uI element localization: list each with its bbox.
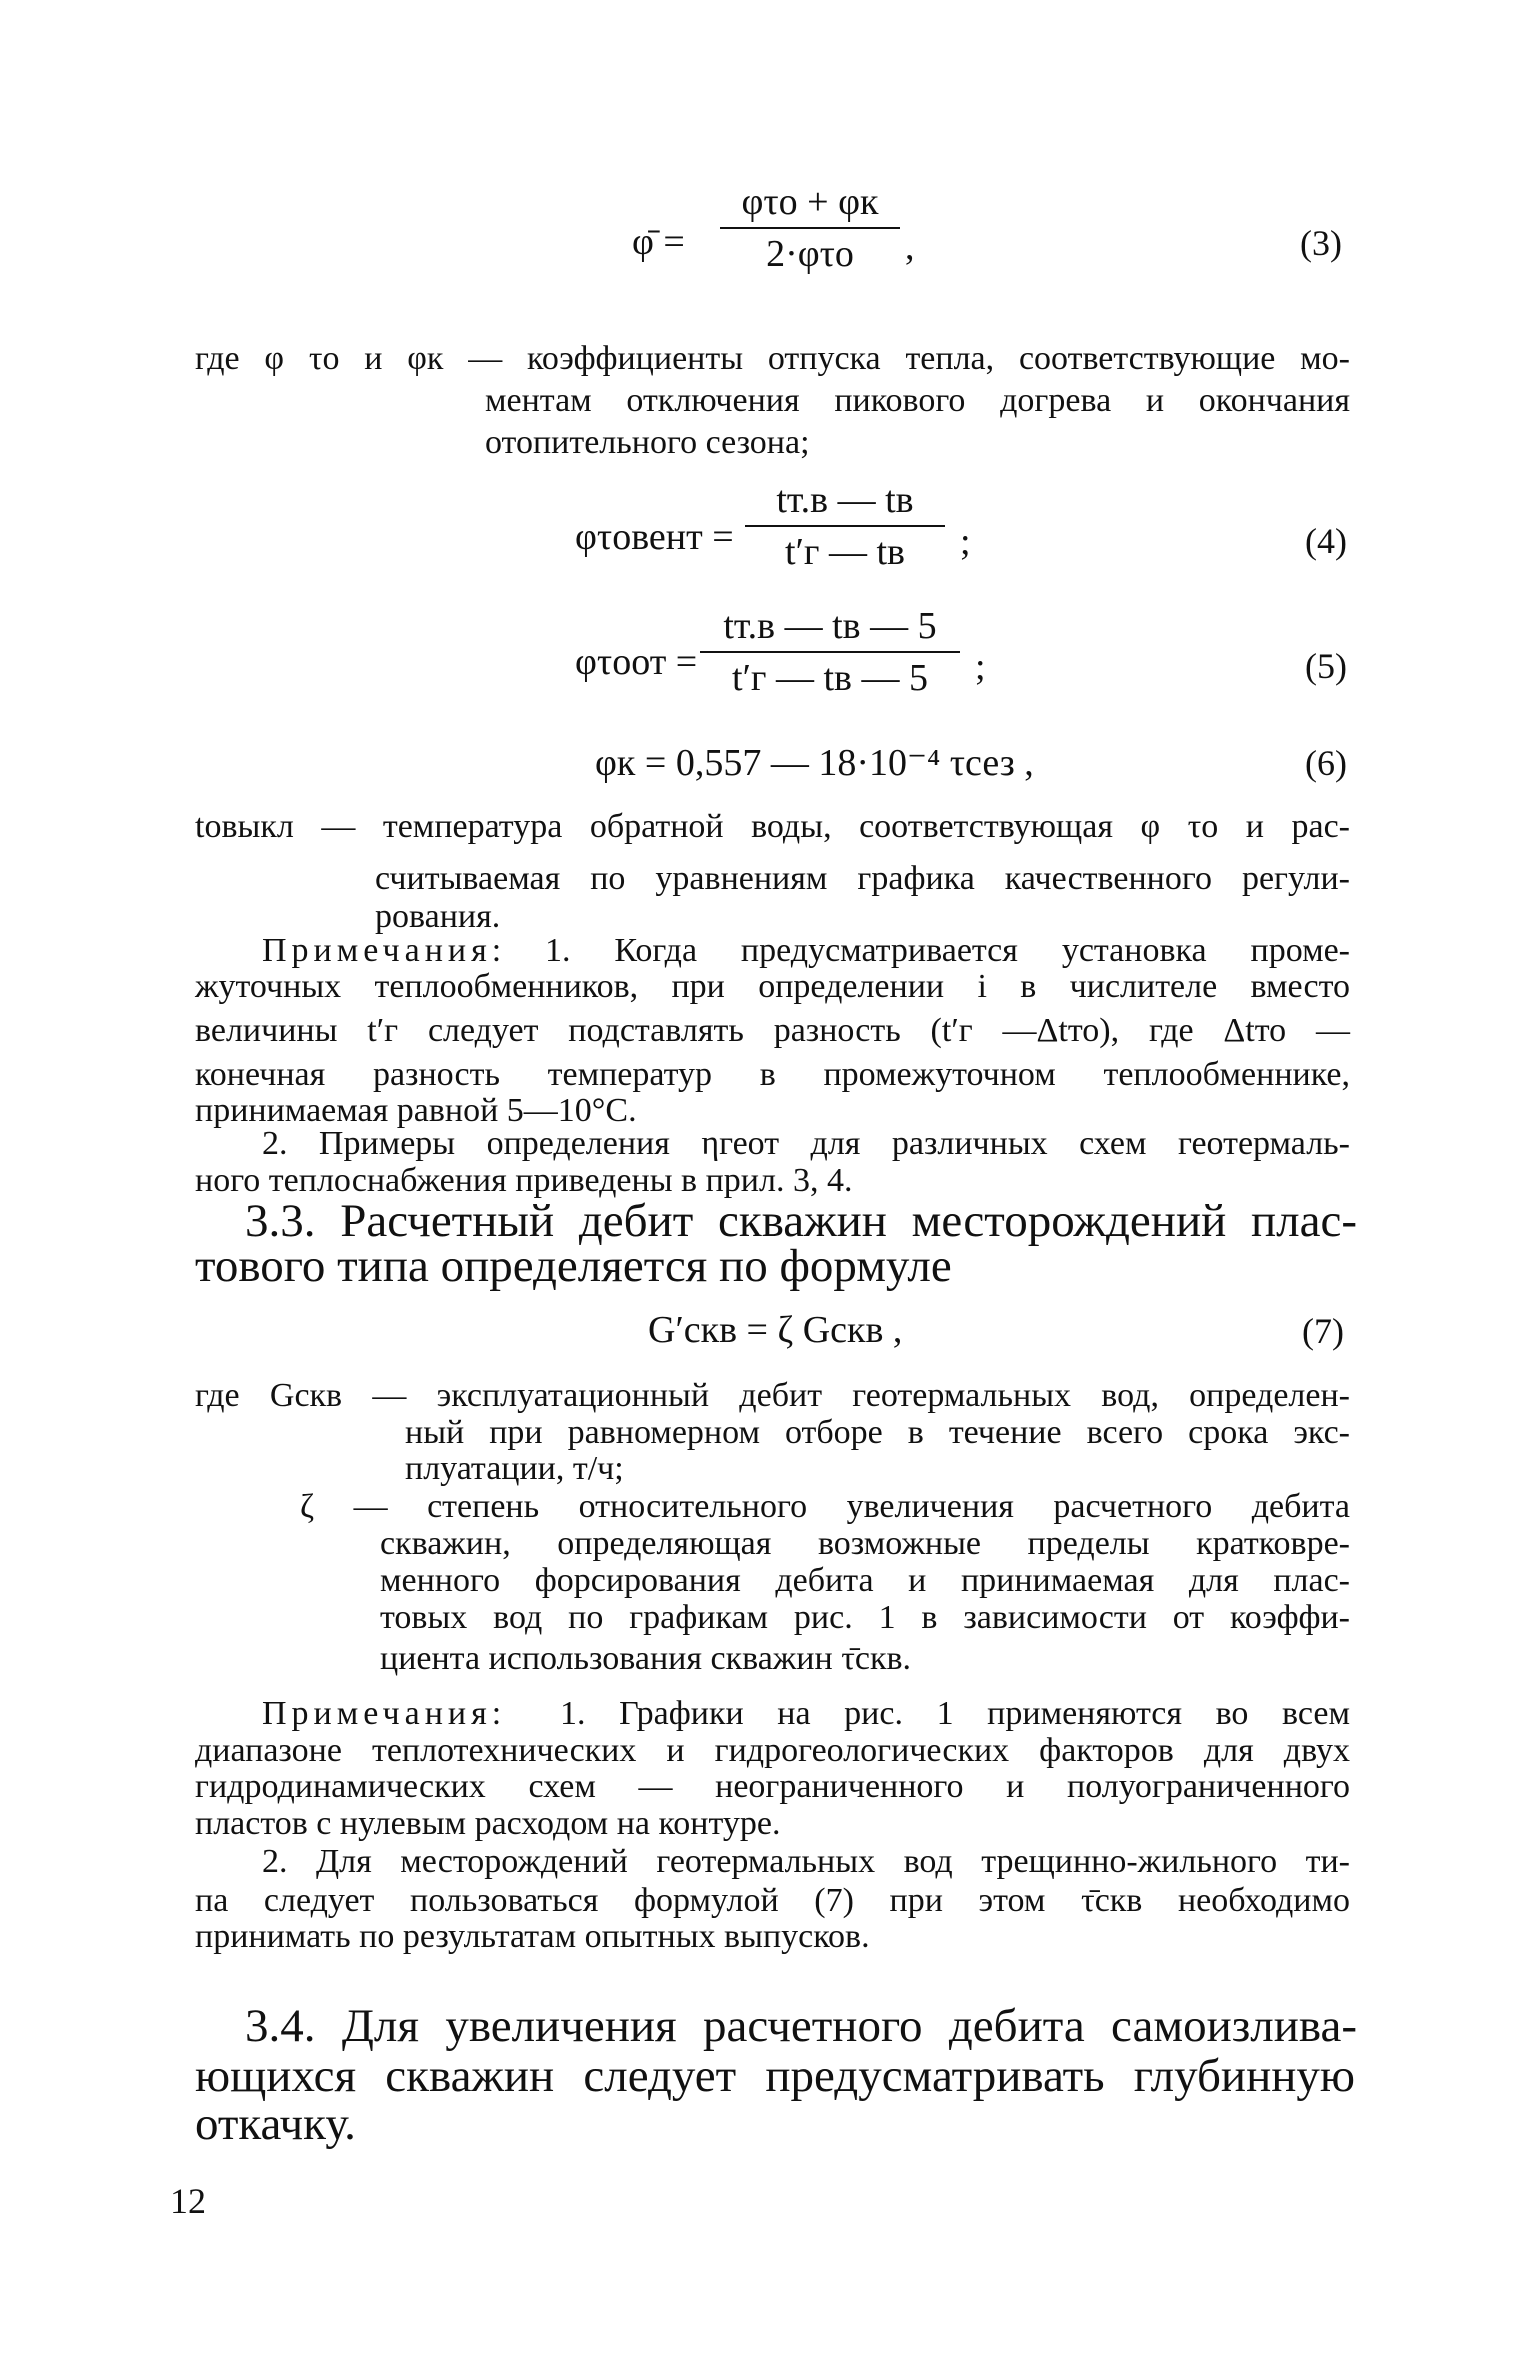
eq5-lhs: φτoот = — [575, 641, 698, 683]
where2-line7: товых вод по графикам рис. 1 в зависимости от коэффи- — [380, 1599, 1350, 1636]
section33-line1: 3.3. Расчетный дебит скважин месторождений плас- — [245, 1195, 1357, 1247]
notes1-line5: принимаемая равной 5—10°С. — [195, 1092, 637, 1129]
eq7-formula: G′скв = ζ Gскв , — [648, 1309, 903, 1351]
notes1-line4: конечная разность температур в промежуточном теплообменнике, — [195, 1056, 1350, 1093]
eq5-fraction — [700, 604, 960, 700]
eq4-lhs: φτoвент = — [575, 516, 734, 558]
where2-line5: скважин, определяющая возможные пределы кратковре- — [380, 1525, 1350, 1562]
notes2-line6: па следует пользоваться формулой (7) при этом τ̄скв необходимо — [195, 1882, 1350, 1919]
page-number: 12 — [170, 2181, 206, 2221]
section34-line1: 3.4. Для увеличения расчетного дебита самоизлива- — [245, 2000, 1357, 2052]
where1-line1: где φ τo и φк — коэффициенты отпуска тепла, соответствующие мо- — [195, 340, 1350, 377]
eq5-numerator: tт.в — tв — 5 — [723, 605, 937, 647]
eq6-formula: φк = 0,557 — 18·10⁻⁴ τсез , — [595, 742, 1034, 784]
notes2-line1: 1. Графики на рис. 1 применяются во всем — [560, 1695, 1350, 1732]
notes1-line7: ного теплоснабжения приведены в прил. 3, 4. — [195, 1162, 853, 1199]
eq4-fraction-bar — [745, 525, 945, 527]
where2-line2: ный при равномерном отборе в течение всего срока экс- — [405, 1414, 1350, 1451]
eq5-denominator: t′г — tв — 5 — [732, 657, 928, 699]
where2-line6: менного форсирования дебита и принимаемая для плас- — [380, 1562, 1350, 1599]
section34-line2: ющихся скважин следует предусматривать глубинную — [195, 2050, 1355, 2102]
notes2-line4: пластов с нулевым расходом на контуре. — [195, 1805, 781, 1842]
eq4-tail: ; — [960, 521, 971, 563]
eq6-number: (6) — [1305, 743, 1347, 783]
eq5-tail: ; — [975, 646, 986, 688]
tvykl-line3: рования. — [375, 898, 501, 935]
notes2-line7: принимать по результатам опытных выпусков. — [195, 1918, 870, 1955]
eq4-numerator: tт.в — tв — [776, 479, 914, 521]
where2-line1: где Gскв — эксплуатационный дебит геотермальных вод, определен- — [195, 1377, 1350, 1414]
notes2-label: Примечания: — [262, 1695, 507, 1732]
where2-line3: плуатации, т/ч; — [405, 1450, 624, 1487]
eq4-denominator: t′г — tв — [785, 531, 905, 573]
notes1-line2: жуточных теплообменников, при определении i в числителе вместо — [195, 968, 1350, 1005]
tvykl-line2: считываемая по уравнениям графика качественного регули- — [375, 860, 1350, 897]
eq3-numerator: φτo + φк — [741, 181, 879, 223]
section33-line2: тового типа определяется по формуле — [195, 1240, 952, 1292]
notes1-label: Примечания: — [262, 932, 507, 969]
eq3-fraction-bar — [720, 227, 900, 229]
notes2-line3: гидродинамических схем — неограниченного и полуограниченного — [195, 1768, 1350, 1805]
notes2-line2: диапазоне теплотехнических и гидрогеологических факторов для двух — [195, 1732, 1350, 1769]
eq3-number: (3) — [1300, 223, 1342, 263]
notes1-line1: 1. Когда предусматривается установка проме- — [545, 932, 1350, 969]
eq3-lhs: φ̄ = — [632, 221, 685, 263]
eq3-fraction — [720, 180, 900, 276]
eq3-denominator: 2·φτo — [766, 233, 854, 275]
where1-line2: ментам отключения пикового догрева и окончания — [485, 382, 1350, 419]
eq4-number: (4) — [1305, 521, 1347, 561]
eq7-number: (7) — [1302, 1311, 1344, 1351]
eq5-fraction-bar — [700, 651, 960, 653]
where1-line3: отопительного сезона; — [485, 424, 810, 461]
tvykl-line1: toвыкл — температура обратной воды, соответствующая φ τo и рас- — [195, 808, 1350, 845]
notes1-line3: величины t′г следует подставлять разность (t′г —Δtто), где Δtто — — [195, 1012, 1350, 1049]
eq3-tail: , — [905, 226, 915, 268]
eq5-number: (5) — [1305, 646, 1347, 686]
eq4-fraction — [745, 478, 945, 574]
where2-line4: ζ — степень относительного увеличения расчетного дебита — [300, 1488, 1350, 1525]
notes1-line6: 2. Примеры определения ηгеот для различных схем геотермаль- — [262, 1125, 1350, 1162]
section34-line3: откачку. — [195, 2098, 356, 2150]
notes2-line5: 2. Для месторождений геотермальных вод трещинно-жильного ти- — [262, 1843, 1350, 1880]
where2-line8: циента использования скважин τ̄скв. — [380, 1640, 912, 1677]
